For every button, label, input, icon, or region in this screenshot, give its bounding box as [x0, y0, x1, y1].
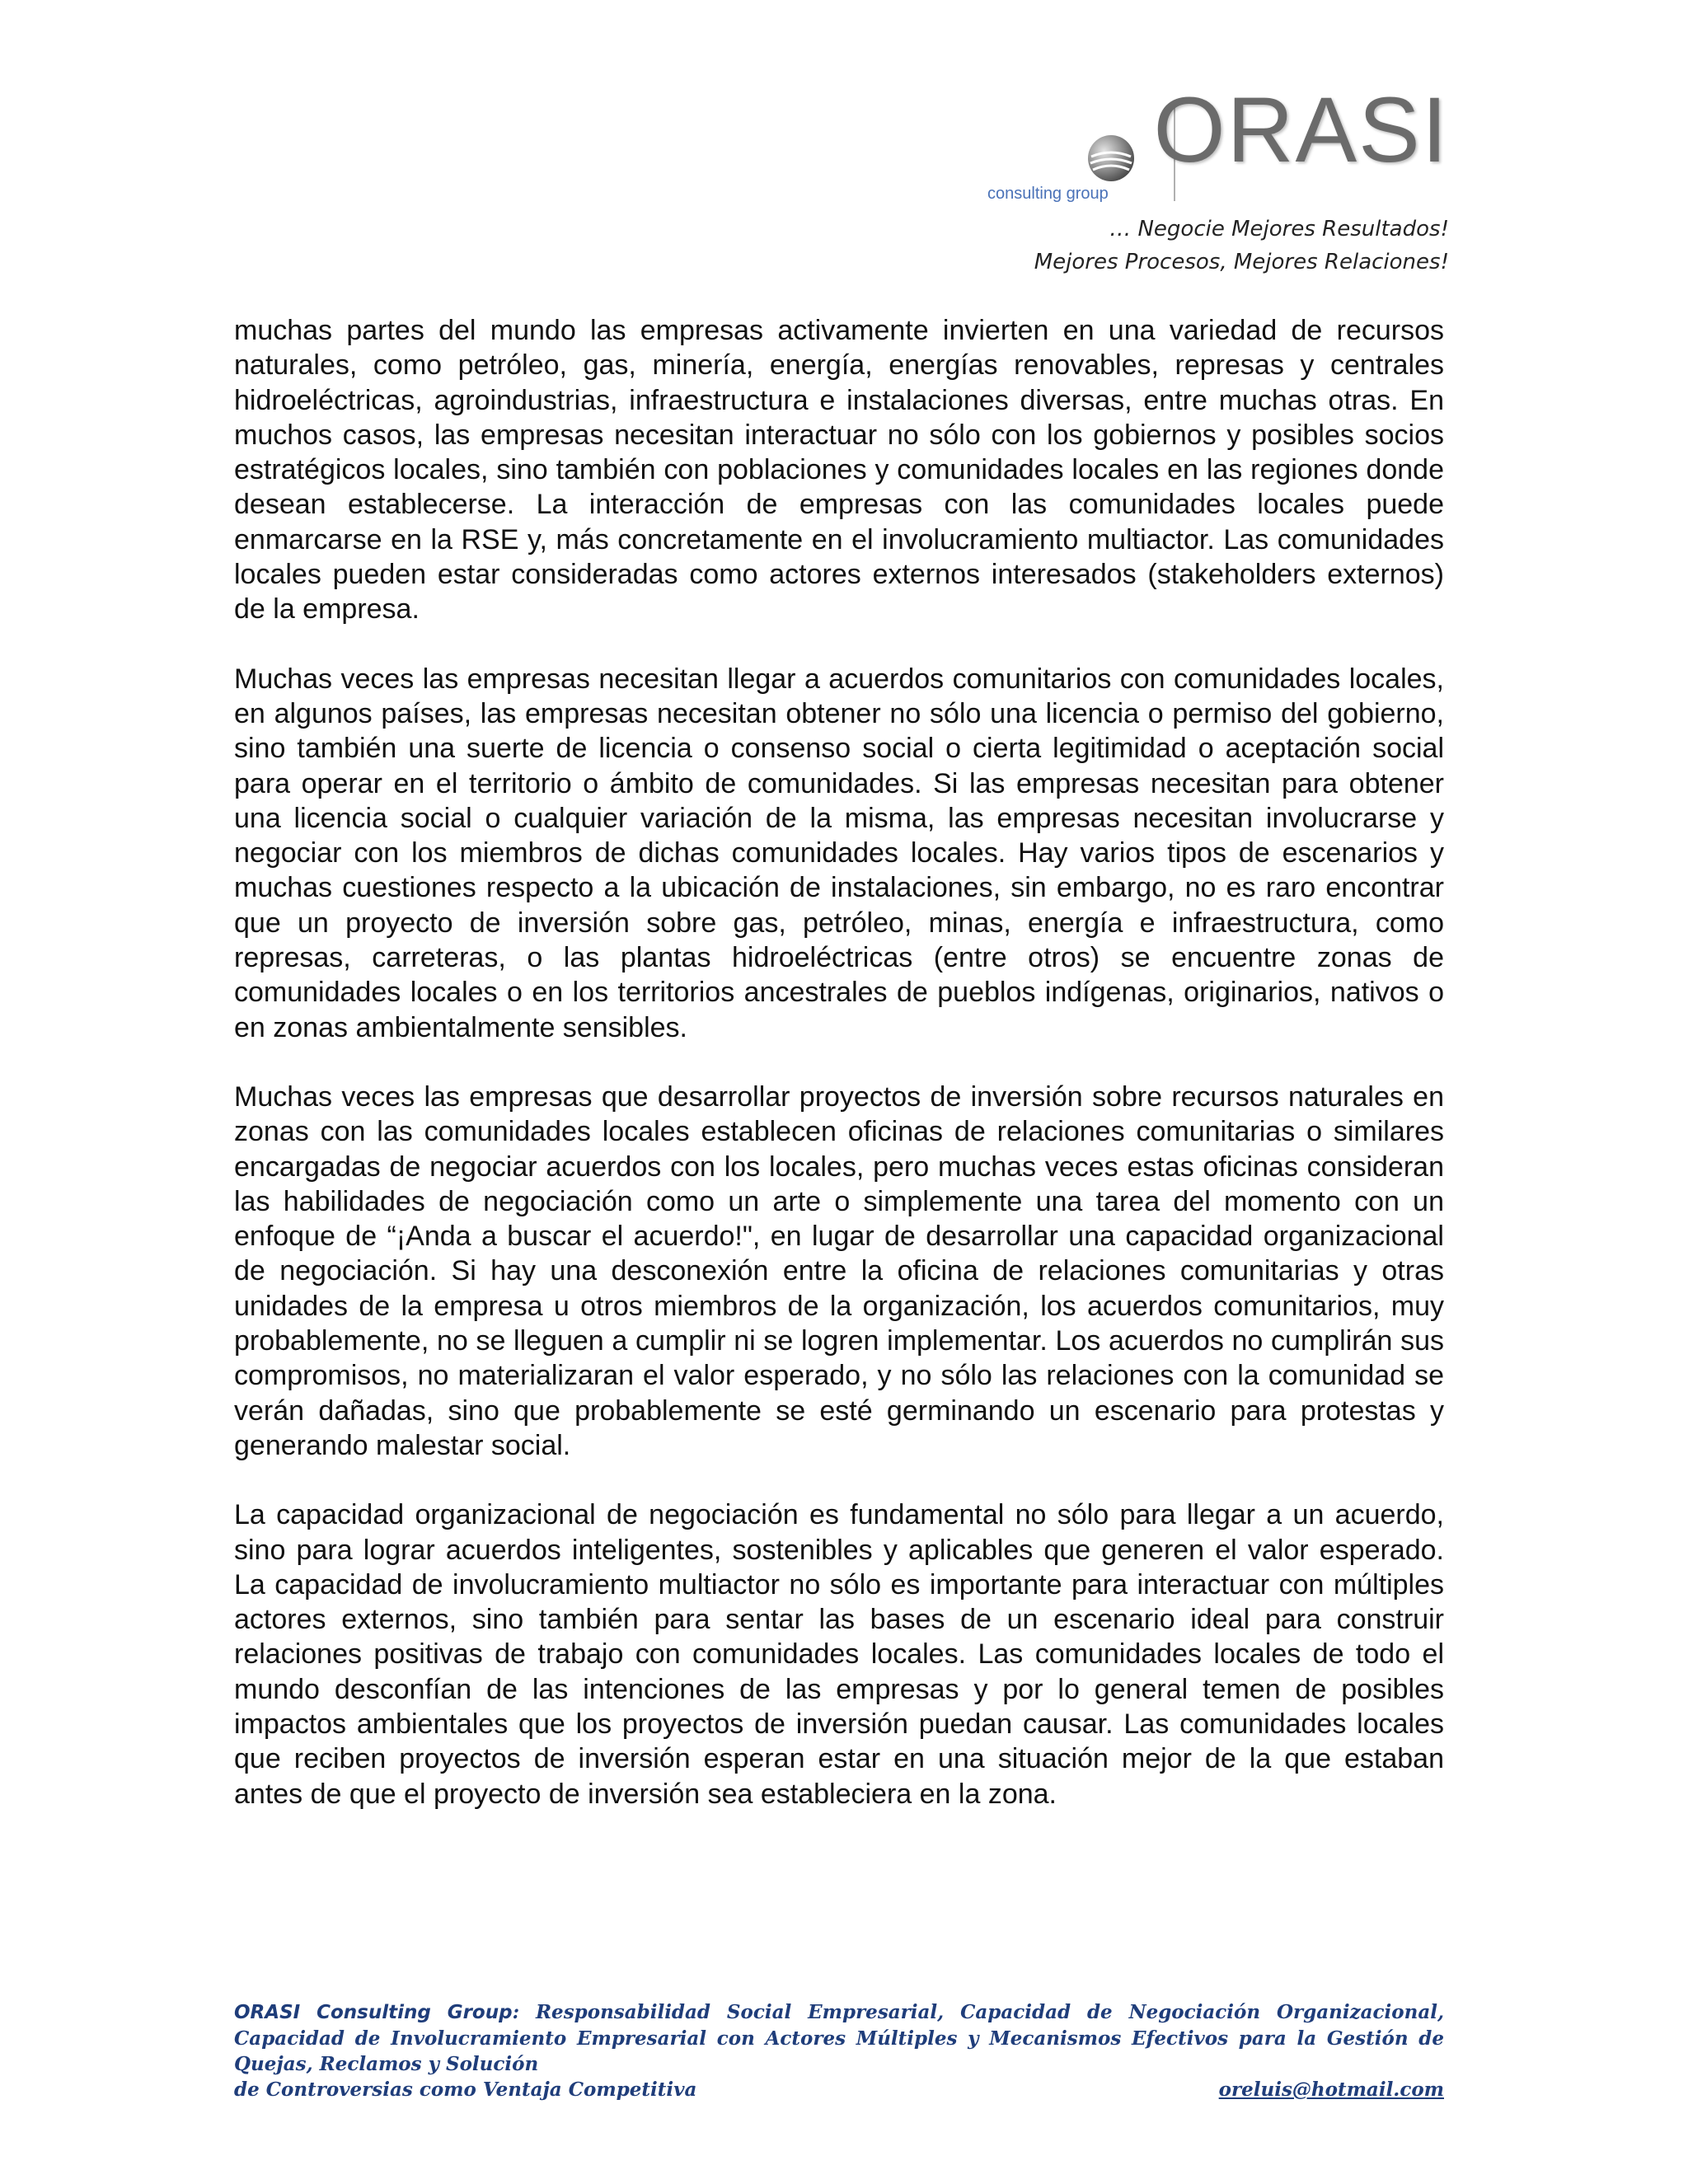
footer-email-link[interactable]: oreluis@hotmail.com [1218, 2079, 1444, 2101]
footer-description: : Responsabilidad Social Empresarial, Capacidad de Negociación Organizacional, Capacidad de Involucramiento Empresarial con Actores Múltiples y Mecanismos Efectivos para la Gestión de Quejas, Reclamos y Solución [234, 2001, 1445, 2075]
footer-tagline-end: de Controversias como Ventaja Competitiva [234, 2079, 697, 2101]
paragraph-2: Muchas veces las empresas necesitan llegar a acuerdos comunitarios con comunidades locales, en algunos países, las empresas necesitan obtener no sólo una licencia o permiso del gobierno, sino también una suerte de licencia o consenso social o cierta legitimidad o aceptación social para operar en el territorio o ámbito de comunidades. Si las empresas necesitan para obtener una licencia social o cualquier variación de la misma, las empresas necesitan involucrarse y negociar con los miembros de dichas comunidades locales. Hay varios tipos de escenarios y muchas cuestiones respecto a la ubicación de instalaciones, sin embargo, no es raro encontrar que un proyecto de inversión sobre gas, petróleo, minas, energía e infraestructura, como represas, carreteras, o las plantas hidroeléctricas (entre otros) se encuentre zonas de comunidades locales o en los territorios ancestrales de pueblos indígenas, originarios, nativos o en zonas ambientalmente sensibles. [234, 663, 1444, 1043]
page-footer [234, 1999, 1444, 2102]
paragraph-3: Muchas veces las empresas que desarrollar proyectos de inversión sobre recursos naturales en zonas con las comunidades locales establecen oficinas de relaciones comunitarias o similares encargadas de negociar acuerdos con los locales, pero muchas veces estas oficinas consideran las habilidades de negociación como un arte o simplemente una tarea del momento con un enfoque de “¡Anda a buscar el acuerdo!", en lugar de desarrollar una capacidad organizacional de negociación. Si hay una desconexión entre la oficina de relaciones comunitarias y otras unidades de la empresa u otros miembros de la organización, los acuerdos comunitarios, muy probablemente, no se lleguen a cumplir ni se logren implementar. Los acuerdos no cumplirán sus compromisos, no materializaran el valor esperado, y no sólo las relaciones con la comunidad se verán dañadas, sino que probablemente se esté germinando un escenario para protestas y generando malestar social. [234, 1080, 1444, 1461]
logo-subtitle: consulting group [987, 185, 1109, 203]
slogan-line-2: Mejores Procesos, Mejores Relaciones! [1034, 250, 1449, 274]
footer-last-line [234, 2077, 1444, 2102]
orasi-logo [987, 78, 1449, 206]
document-body [234, 313, 1444, 1846]
slogan-line-1: … Negocie Mejores Resultados! [1109, 217, 1449, 241]
paragraph-1: muchas partes del mundo las empresas activamente invierten en una variedad de recursos naturales, como petróleo, gas, minería, energía, energías renovables, represas y centrales hidroeléctricas, agroindustrias, infraestructura e instalaciones diversas, entre muchas otras. En muchos casos, las empresas necesitan interactuar no sólo con los gobiernos y posibles socios estratégicos locales, sino también con poblaciones y comunidades locales en las regiones donde desean establecerse. La interacción de empresas con las comunidades locales puede enmarcarse en la RSE y, más concretamente en el involucramiento multiactor. Las comunidades locales pueden estar consideradas como actores externos interesados (stakeholders externos) de la empresa. [234, 315, 1444, 626]
slogan [1034, 213, 1449, 279]
page-header [872, 78, 1449, 297]
globe-icon [1085, 132, 1137, 185]
logo-wordmark: ORASI [1153, 78, 1449, 181]
footer-description-block [234, 1999, 1444, 2077]
footer-brand: ORASI Consulting Group [234, 2002, 513, 2023]
paragraph-4: La capacidad organizacional de negociación es fundamental no sólo para llegar a un acuerdo, sino para lograr acuerdos inteligentes, sostenibles y aplicables que generen el valor esperado. La capacidad de involucramiento multiactor no sólo es importante para interactuar con múltiples actores externos, sino también para sentar las bases de un escenario ideal para construir relaciones positivas de trabajo con comunidades locales. Las comunidades locales de todo el mundo desconfían de las intenciones de las empresas y por lo general temen de posibles impactos ambientales que los proyectos de inversión puedan causar. Las comunidades locales que reciben proyectos de inversión esperan estar en una situación mejor de la que estaban antes de que el proyecto de inversión sea estableciera en la zona. [234, 1499, 1444, 1810]
